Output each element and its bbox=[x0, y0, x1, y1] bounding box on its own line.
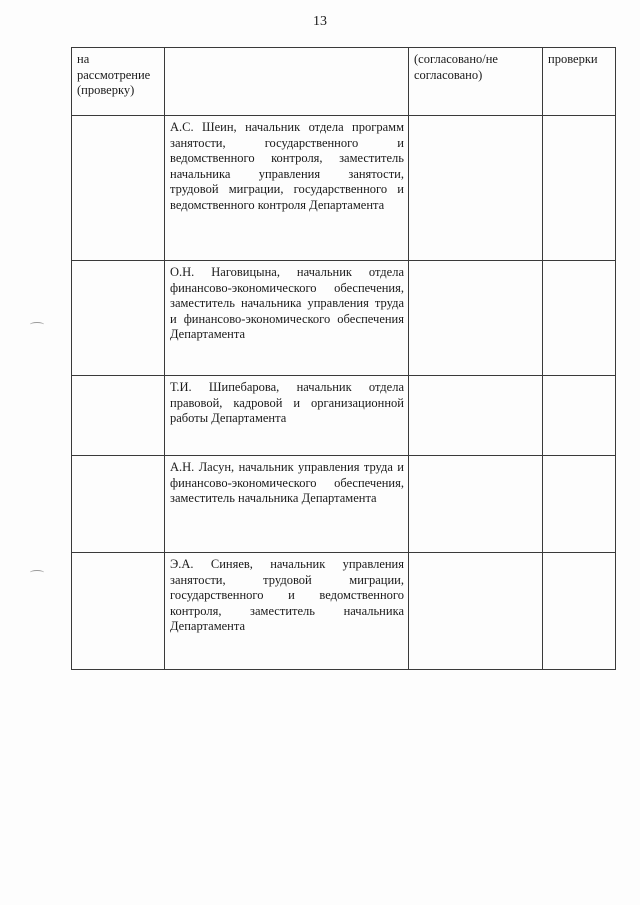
row-cell-empty bbox=[72, 116, 165, 261]
approver-cell: Т.И. Шипебарова, начальник отдела правовой, кадровой и организационной работы Департамента bbox=[165, 376, 409, 456]
table-row bbox=[72, 261, 616, 376]
approver-cell: О.Н. Наговицына, начальник отдела финансово-экономического обеспечения, заместитель начальника управления труда и финансово-экономического обеспечения Департамента bbox=[165, 261, 409, 376]
table-row bbox=[72, 553, 616, 670]
status-cell bbox=[409, 116, 543, 261]
check-cell bbox=[543, 456, 616, 553]
table-row bbox=[72, 376, 616, 456]
header-cell-review: на рассмотрение (проверку) bbox=[72, 48, 165, 116]
check-cell bbox=[543, 261, 616, 376]
table-row bbox=[72, 456, 616, 553]
approval-table bbox=[71, 47, 616, 670]
row-cell-empty bbox=[72, 376, 165, 456]
table-row bbox=[72, 116, 616, 261]
scan-mark bbox=[30, 570, 44, 575]
header-cell-empty bbox=[165, 48, 409, 116]
table-header-row bbox=[72, 48, 616, 116]
status-cell bbox=[409, 376, 543, 456]
scan-mark bbox=[30, 322, 44, 327]
header-cell-check: проверки bbox=[543, 48, 616, 116]
row-cell-empty bbox=[72, 456, 165, 553]
row-cell-empty bbox=[72, 553, 165, 670]
check-cell bbox=[543, 376, 616, 456]
check-cell bbox=[543, 116, 616, 261]
status-cell bbox=[409, 261, 543, 376]
approver-cell: А.Н. Ласун, начальник управления труда и финансово-экономического обеспечения, заместитель начальника Департамента bbox=[165, 456, 409, 553]
approver-cell: А.С. Шеин, начальник отдела программ занятости, государственного и ведомственного контроля, заместитель начальника управления занятости, трудовой миграции, государственного и ведомственного контроля Департамента bbox=[165, 116, 409, 261]
page-number: 13 bbox=[313, 14, 327, 29]
approver-cell: Э.А. Синяев, начальник управления занятости, трудовой миграции, государственного и ведомственного контроля, заместитель начальника Департамента bbox=[165, 553, 409, 670]
status-cell bbox=[409, 456, 543, 553]
row-cell-empty bbox=[72, 261, 165, 376]
header-cell-status: (согласовано/не согласовано) bbox=[409, 48, 543, 116]
check-cell bbox=[543, 553, 616, 670]
status-cell bbox=[409, 553, 543, 670]
